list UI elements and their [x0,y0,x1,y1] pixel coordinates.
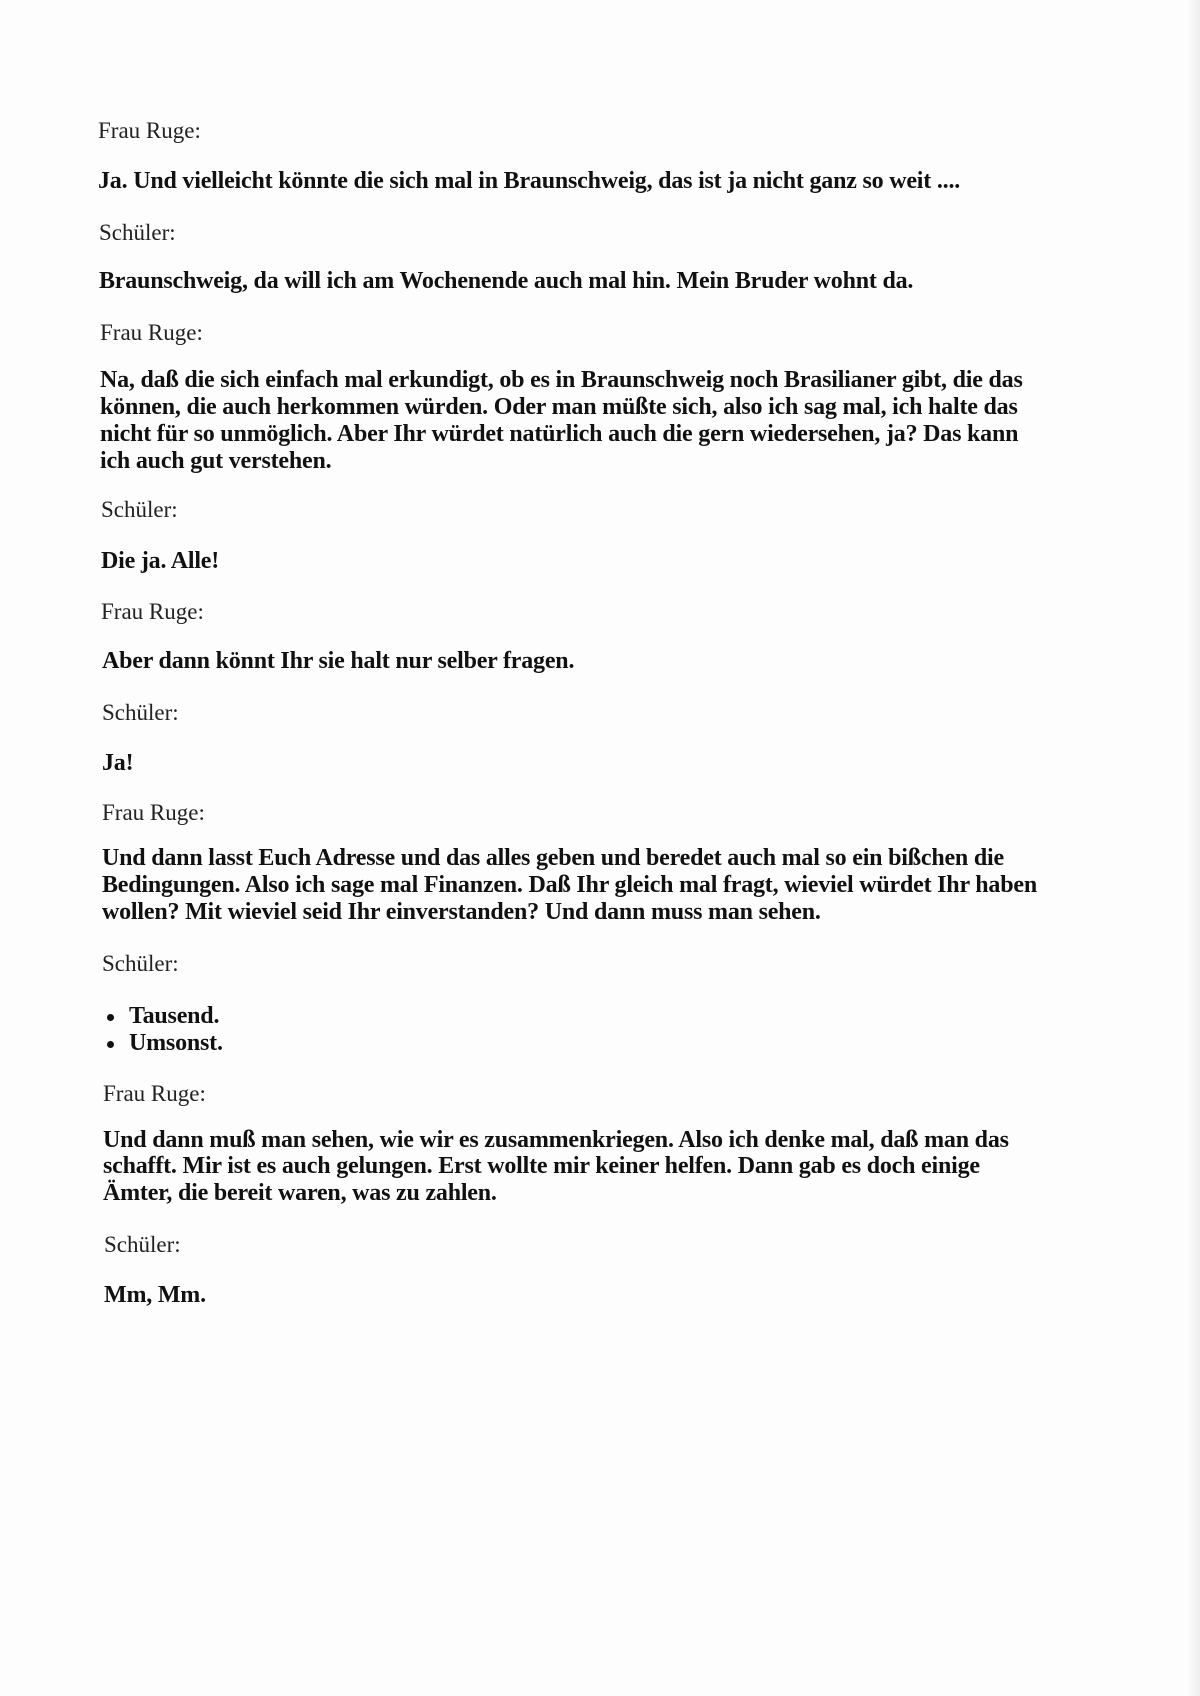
scan-edge-shadow [1186,0,1200,1696]
dialogue-line: ich auch gut verstehen. [100,448,332,474]
speaker-label: Frau Ruge: [100,320,203,345]
speaker-label: Frau Ruge: [101,599,204,624]
speaker-label: Schüler: [104,1232,181,1257]
dialogue-line: Na, daß die sich einfach mal erkundigt, ob es in Braunschweig noch Brasilianer gibt, die das [100,367,1023,393]
dialogue-line: Die ja. Alle! [101,548,220,574]
dialogue-line: wollen? Mit wieviel seid Ihr einverstanden? Und dann muss man sehen. [102,899,821,925]
dialogue-line: Ja! [102,750,134,776]
speaker-label: Schüler: [101,497,178,522]
dialogue-line: Aber dann könnt Ihr sie halt nur selber fragen. [102,648,575,674]
bullet-item: Tausend. [129,1003,220,1029]
speaker-label: Frau Ruge: [102,800,205,825]
speaker-label: Schüler: [102,951,179,976]
bullet-marker [107,1014,114,1021]
dialogue-line: Mm, Mm. [104,1282,206,1308]
dialogue-line: Und dann muß man sehen, wie wir es zusammenkriegen. Also ich denke mal, daß man das [103,1127,1009,1153]
bullet-marker [107,1041,114,1048]
dialogue-line: schafft. Mir ist es auch gelungen. Erst wollte mir keiner helfen. Dann gab es doch einige [103,1153,980,1179]
dialogue-line: können, die auch herkommen würden. Oder man müßte sich, also ich sag mal, ich halte das [100,394,1018,420]
dialogue-line: Braunschweig, da will ich am Wochenende auch mal hin. Mein Bruder wohnt da. [99,268,914,294]
bullet-item: Umsonst. [129,1030,223,1056]
dialogue-line: nicht für so unmöglich. Aber Ihr würdet natürlich auch die gern wiedersehen, ja? Das kann [100,421,1019,447]
dialogue-line: Ämter, die bereit waren, was zu zahlen. [103,1180,497,1206]
speaker-label: Schüler: [102,700,179,725]
dialogue-line: Bedingungen. Also ich sage mal Finanzen. Daß Ihr gleich mal fragt, wieviel würdet Ihr haben [102,872,1037,898]
speaker-label: Frau Ruge: [98,118,201,143]
speaker-label: Frau Ruge: [103,1081,206,1106]
speaker-label: Schüler: [99,220,176,245]
dialogue-line: Ja. Und vielleicht könnte die sich mal in Braunschweig, das ist ja nicht ganz so weit .... [98,168,961,194]
dialogue-line: Und dann lasst Euch Adresse und das alles geben und beredet auch mal so ein bißchen die [102,845,1004,871]
